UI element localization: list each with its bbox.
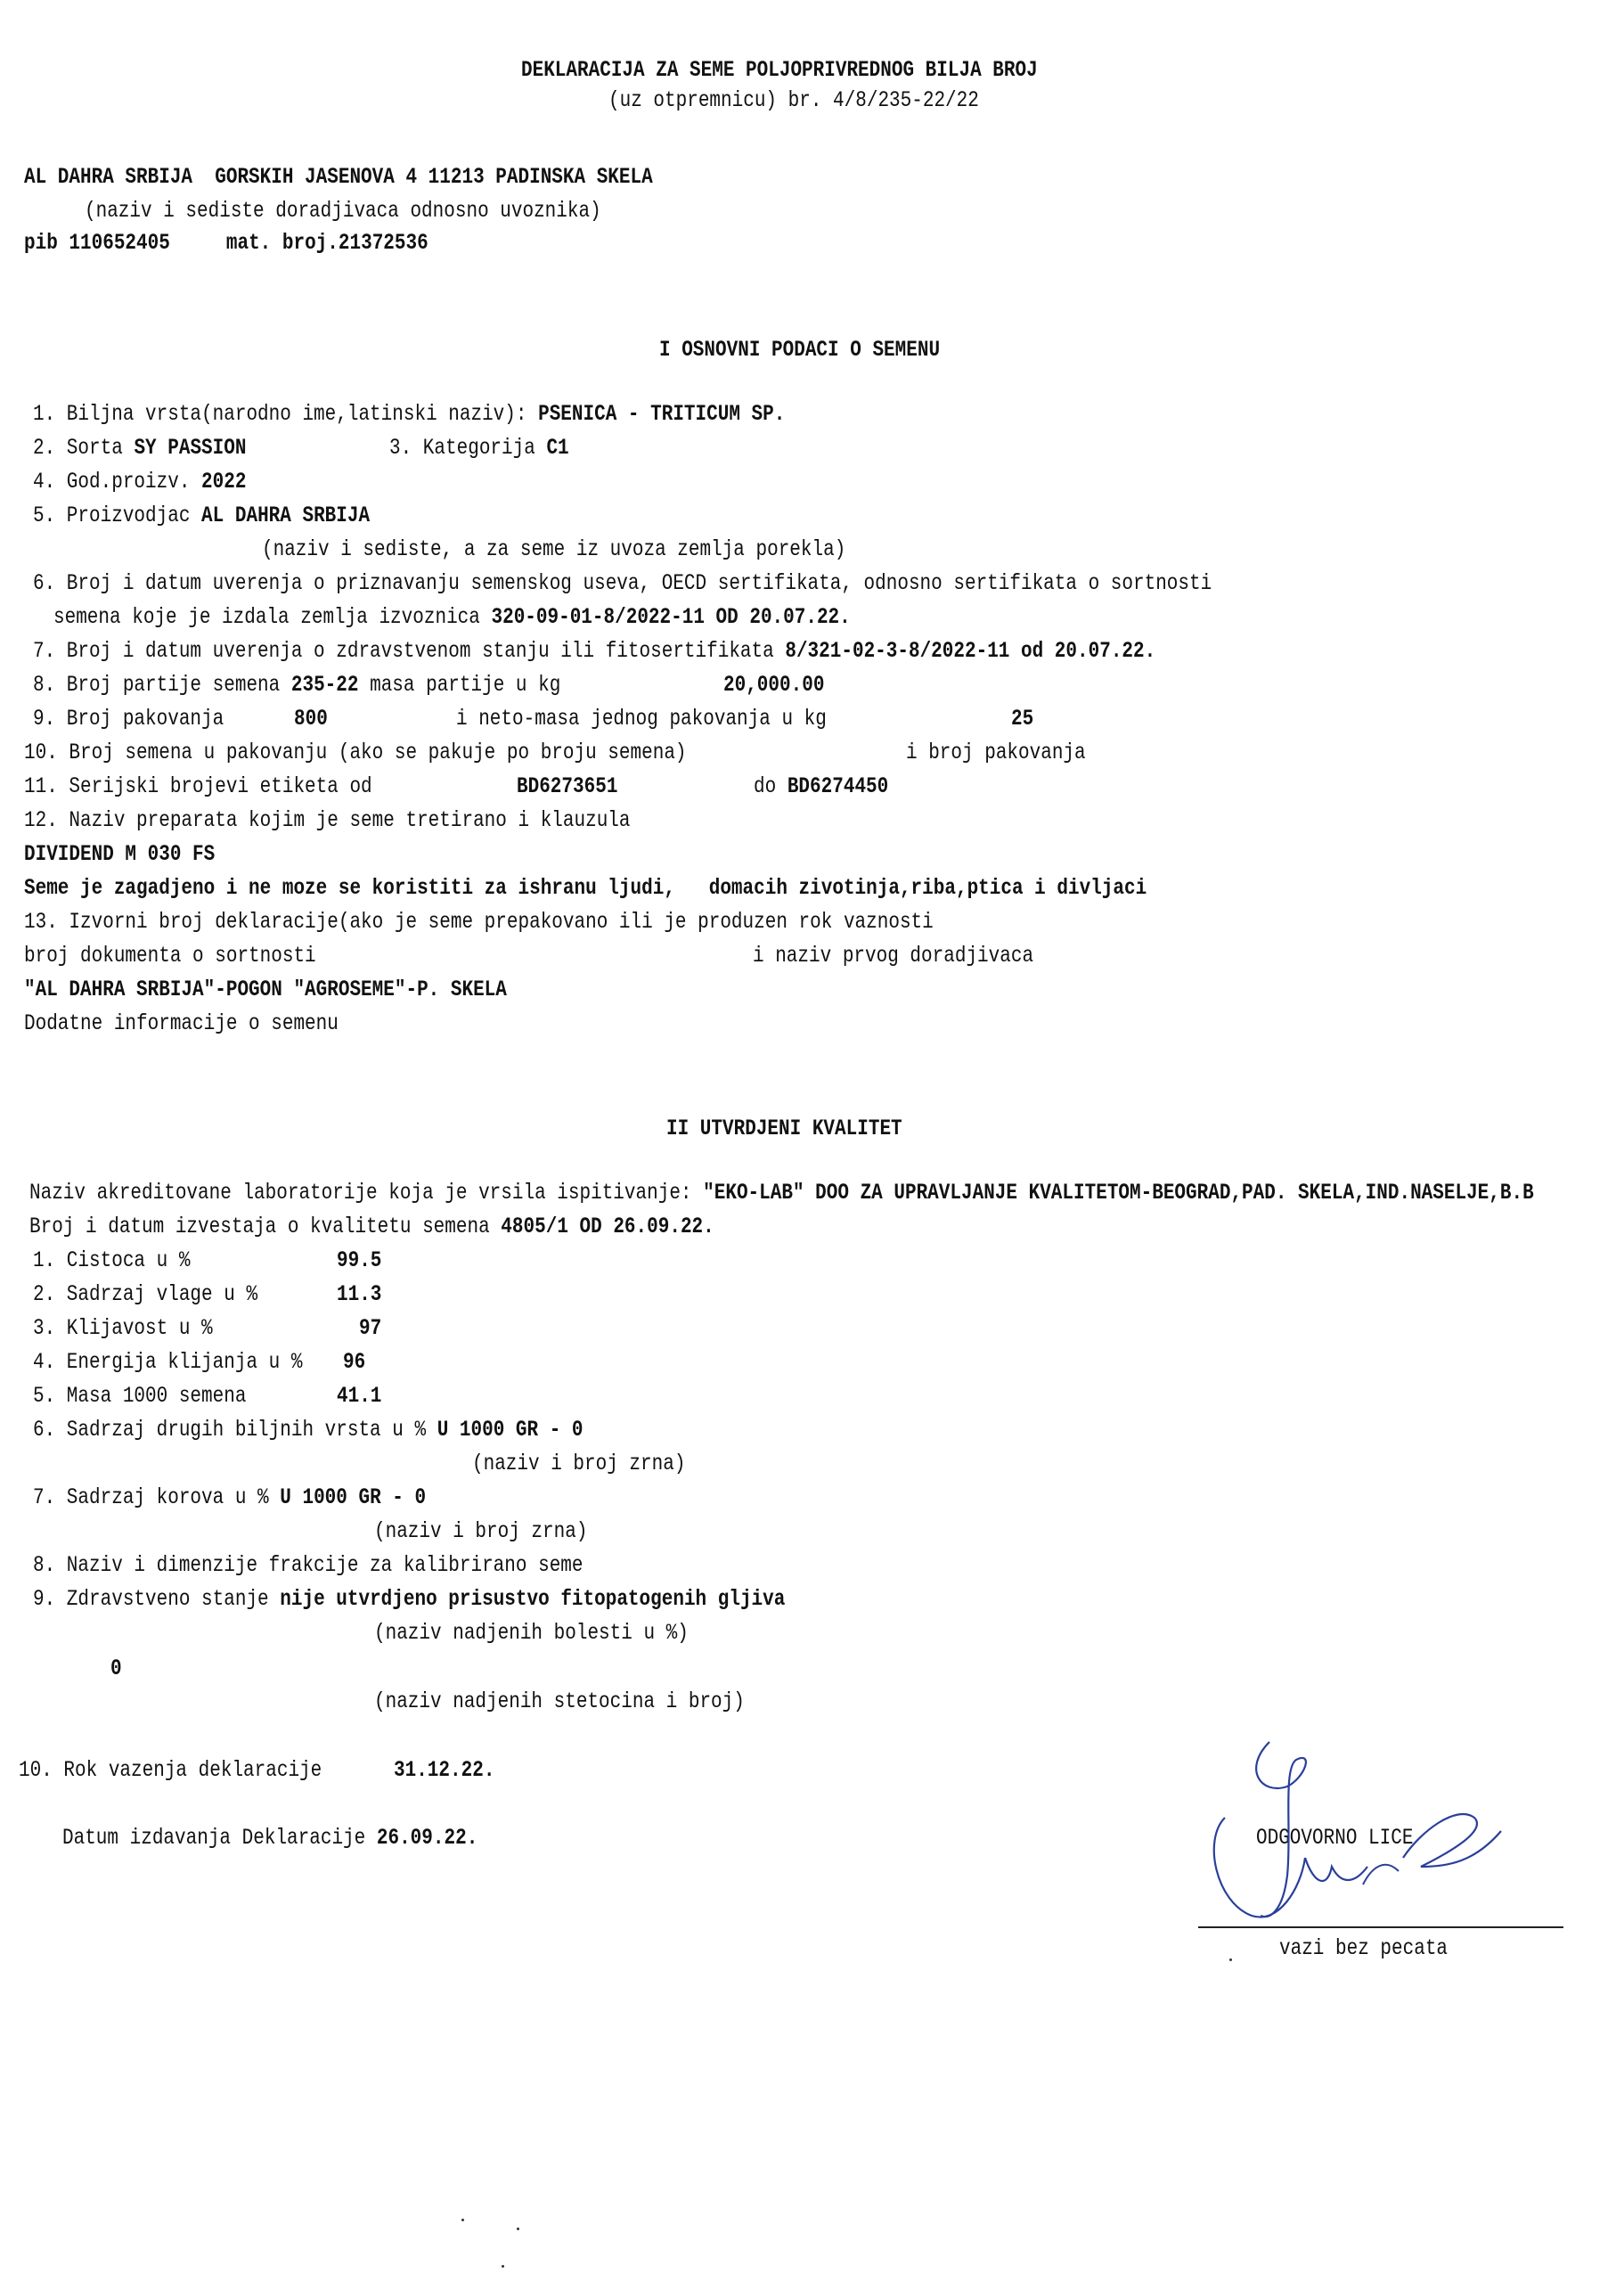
- field-11-from: BD6273651: [517, 773, 618, 799]
- quality-3-label: 3. Klijavost u %: [33, 1315, 213, 1341]
- quality-10-label: 10. Rok vazenja deklaracije: [19, 1757, 322, 1783]
- quality-9-label: 9. Zdravstveno stanje: [33, 1586, 269, 1612]
- quality-2-value: 11.3: [337, 1281, 382, 1307]
- section-1-title: I OSNOVNI PODACI O SEMENU: [659, 337, 941, 363]
- quality-7: [33, 1484, 426, 1511]
- handwritten-signature: [1207, 1733, 1546, 1965]
- field-11-to-label: do: [754, 773, 777, 799]
- field-12-clause: Seme je zagadjeno i ne moze se koristiti za ishranu ljudi, domacih zivotinja,riba,ptica i divljaci: [24, 875, 1147, 901]
- additional-info: Dodatne informacije o semenu: [24, 1010, 339, 1036]
- report-label: Broj i datum izvestaja o kvalitetu semena: [29, 1214, 490, 1239]
- quality-9: [33, 1586, 785, 1613]
- field-9-net: 25: [1011, 706, 1034, 732]
- field-12-product: DIVIDEND M 030 FS: [24, 841, 216, 867]
- field-11-to: [754, 773, 888, 800]
- field-8-label: 8. Broj partije semena: [33, 672, 281, 698]
- quality-7-caption: (naziv i broj zrna): [374, 1518, 588, 1544]
- field-1-label: 1. Biljna vrsta(narodno ime,latinski naziv):: [33, 401, 527, 427]
- field-4-label: 4. God.proizv.: [33, 469, 191, 495]
- field-8-mass-label: masa partije u kg: [370, 672, 561, 698]
- pests-value: 0: [110, 1656, 122, 1681]
- field-7-label: 7. Broj i datum uverenja o zdravstvenom stanju ili fitosertifikata: [33, 638, 774, 664]
- quality-6-label: 6. Sadrzaj drugih biljnih vrsta u %: [33, 1417, 427, 1443]
- field-2-value: SY PASSION: [134, 435, 247, 461]
- issuer-caption: (naziv i sediste doradjivaca odnosno uvoznika): [85, 198, 601, 224]
- pib-value: 110652405: [69, 230, 170, 256]
- field-7-value: 8/321-02-3-8/2022-11 od 20.07.22.: [785, 638, 1156, 664]
- field-9-net-label: i neto-masa jednog pakovanja u kg: [456, 706, 827, 732]
- issue-date: [62, 1825, 477, 1852]
- field-7: [33, 638, 1155, 665]
- field-3-value: C1: [546, 435, 569, 461]
- field-6-value: 320-09-01-8/2022-11 OD 20.07.22.: [491, 604, 851, 630]
- quality-10-value: 31.12.22.: [394, 1757, 495, 1783]
- quality-6-value: U 1000 GR - 0: [437, 1417, 583, 1443]
- scan-speck: [502, 2265, 504, 2268]
- quality-9-caption: (naziv nadjenih bolesti u %): [374, 1620, 689, 1646]
- responsible-person-label: ODGOVORNO LICE: [1256, 1825, 1414, 1851]
- field-4: [33, 469, 246, 495]
- mat-value: 21372536: [338, 230, 428, 256]
- field-5-value: AL DAHRA SRBIJA: [201, 503, 371, 528]
- field-13-first-label: i naziv prvog doradjivaca: [753, 943, 1034, 969]
- pests-caption: (naziv nadjenih stetocina i broj): [374, 1688, 745, 1714]
- field-4-value: 2022: [201, 469, 247, 495]
- field-6-line2: [53, 604, 851, 631]
- section-2-title: II UTVRDJENI KVALITET: [666, 1116, 902, 1141]
- issue-date-label: Datum izdavanja Deklaracije: [62, 1825, 366, 1851]
- quality-2-label: 2. Sadrzaj vlage u %: [33, 1281, 258, 1307]
- quality-1-label: 1. Cistoca u %: [33, 1247, 191, 1273]
- quality-5-value: 41.1: [337, 1383, 382, 1409]
- field-3-label: 3. Kategorija: [389, 435, 535, 461]
- quality-7-label: 7. Sadrzaj korova u %: [33, 1484, 269, 1510]
- field-8-lot: 235-22: [290, 672, 359, 698]
- quality-1-value: 99.5: [337, 1247, 382, 1273]
- quality-7-value: U 1000 GR - 0: [280, 1484, 427, 1510]
- field-5-caption: (naziv i sediste, a za seme iz uvoza zemlja porekla): [262, 536, 846, 562]
- scan-speck: [517, 2228, 519, 2230]
- pib-label: pib: [24, 230, 58, 256]
- signature-line: [1198, 1926, 1563, 1928]
- field-5: [33, 503, 370, 529]
- quality-4-value: 96: [343, 1349, 366, 1375]
- quality-8-label: 8. Naziv i dimenzije frakcije za kalibrirano seme: [33, 1552, 583, 1578]
- quality-3-value: 97: [359, 1315, 382, 1341]
- field-11-to-value: BD6274450: [787, 773, 889, 799]
- field-13-label: 13. Izvorni broj deklaracije(ako je seme prepakovano ili je produzen rok vaznosti: [24, 909, 934, 935]
- field-3: [389, 435, 569, 462]
- field-6-label: semena koje je izdala zemlja izvoznica: [53, 604, 480, 630]
- issuer-name-address: AL DAHRA SRBIJA GORSKIH JASENOVA 4 11213 PADINSKA SKELA: [24, 164, 653, 190]
- field-6-line1: 6. Broj i datum uverenja o priznavanju semenskog useva, OECD sertifikata, odnosno sertifikata o sortnosti: [33, 570, 1212, 596]
- field-2-label: 2. Sorta: [33, 435, 123, 461]
- quality-5-label: 5. Masa 1000 semena: [33, 1383, 247, 1409]
- field-11-label: 11. Serijski brojevi etiketa od: [24, 773, 372, 799]
- field-13-value: "AL DAHRA SRBIJA"-POGON "AGROSEME"-P. SKELA: [24, 977, 507, 1002]
- field-12-label: 12. Naziv preparata kojim je seme tretirano i klauzula: [24, 807, 631, 833]
- pib-row: [24, 230, 428, 257]
- field-10-tail: i broj pakovanja: [906, 740, 1086, 765]
- scan-speck: [461, 2219, 464, 2221]
- field-2: [33, 435, 246, 462]
- validity-note: vazi bez pecata: [1279, 1935, 1449, 1961]
- field-13-doc-label: broj dokumenta o sortnosti: [24, 943, 316, 969]
- lab-label: Naziv akreditovane laboratorije koja je vrsila ispitivanje:: [29, 1180, 692, 1206]
- document-title: DEKLARACIJA ZA SEME POLJOPRIVREDNOG BILJA BROJ: [521, 57, 1038, 83]
- quality-9-value: nije utvrdjeno prisustvo fitopatogenih gljiva: [280, 1586, 786, 1612]
- mat-label: mat. broj.: [225, 230, 339, 256]
- quality-6-caption: (naziv i broj zrna): [472, 1451, 686, 1476]
- field-1: [33, 401, 785, 428]
- field-9-count: 800: [294, 706, 328, 732]
- report-value: 4805/1 OD 26.09.22.: [501, 1214, 714, 1239]
- field-8: [33, 672, 560, 699]
- quality-6: [33, 1417, 583, 1443]
- report-row: [29, 1214, 714, 1240]
- document-subtitle: (uz otpremnicu) br. 4/8/235-22/22: [608, 87, 979, 113]
- scan-speck: [1229, 1958, 1232, 1961]
- field-5-label: 5. Proizvodjac: [33, 503, 191, 528]
- field-9-label: 9. Broj pakovanja: [33, 706, 224, 732]
- lab-value: "EKO-LAB" DOO ZA UPRAVLJANJE KVALITETOM-BEOGRAD,PAD. SKELA,IND.NASELJE,B.B: [703, 1180, 1534, 1206]
- field-8-mass: 20,000.00: [723, 672, 825, 698]
- field-10-label: 10. Broj semena u pakovanju (ako se pakuje po broju semena): [24, 740, 687, 765]
- field-1-value: PSENICA - TRITICUM SP.: [538, 401, 786, 427]
- issue-date-value: 26.09.22.: [376, 1825, 478, 1851]
- quality-4-label: 4. Energija klijanja u %: [33, 1349, 303, 1375]
- lab-row: [29, 1180, 1534, 1206]
